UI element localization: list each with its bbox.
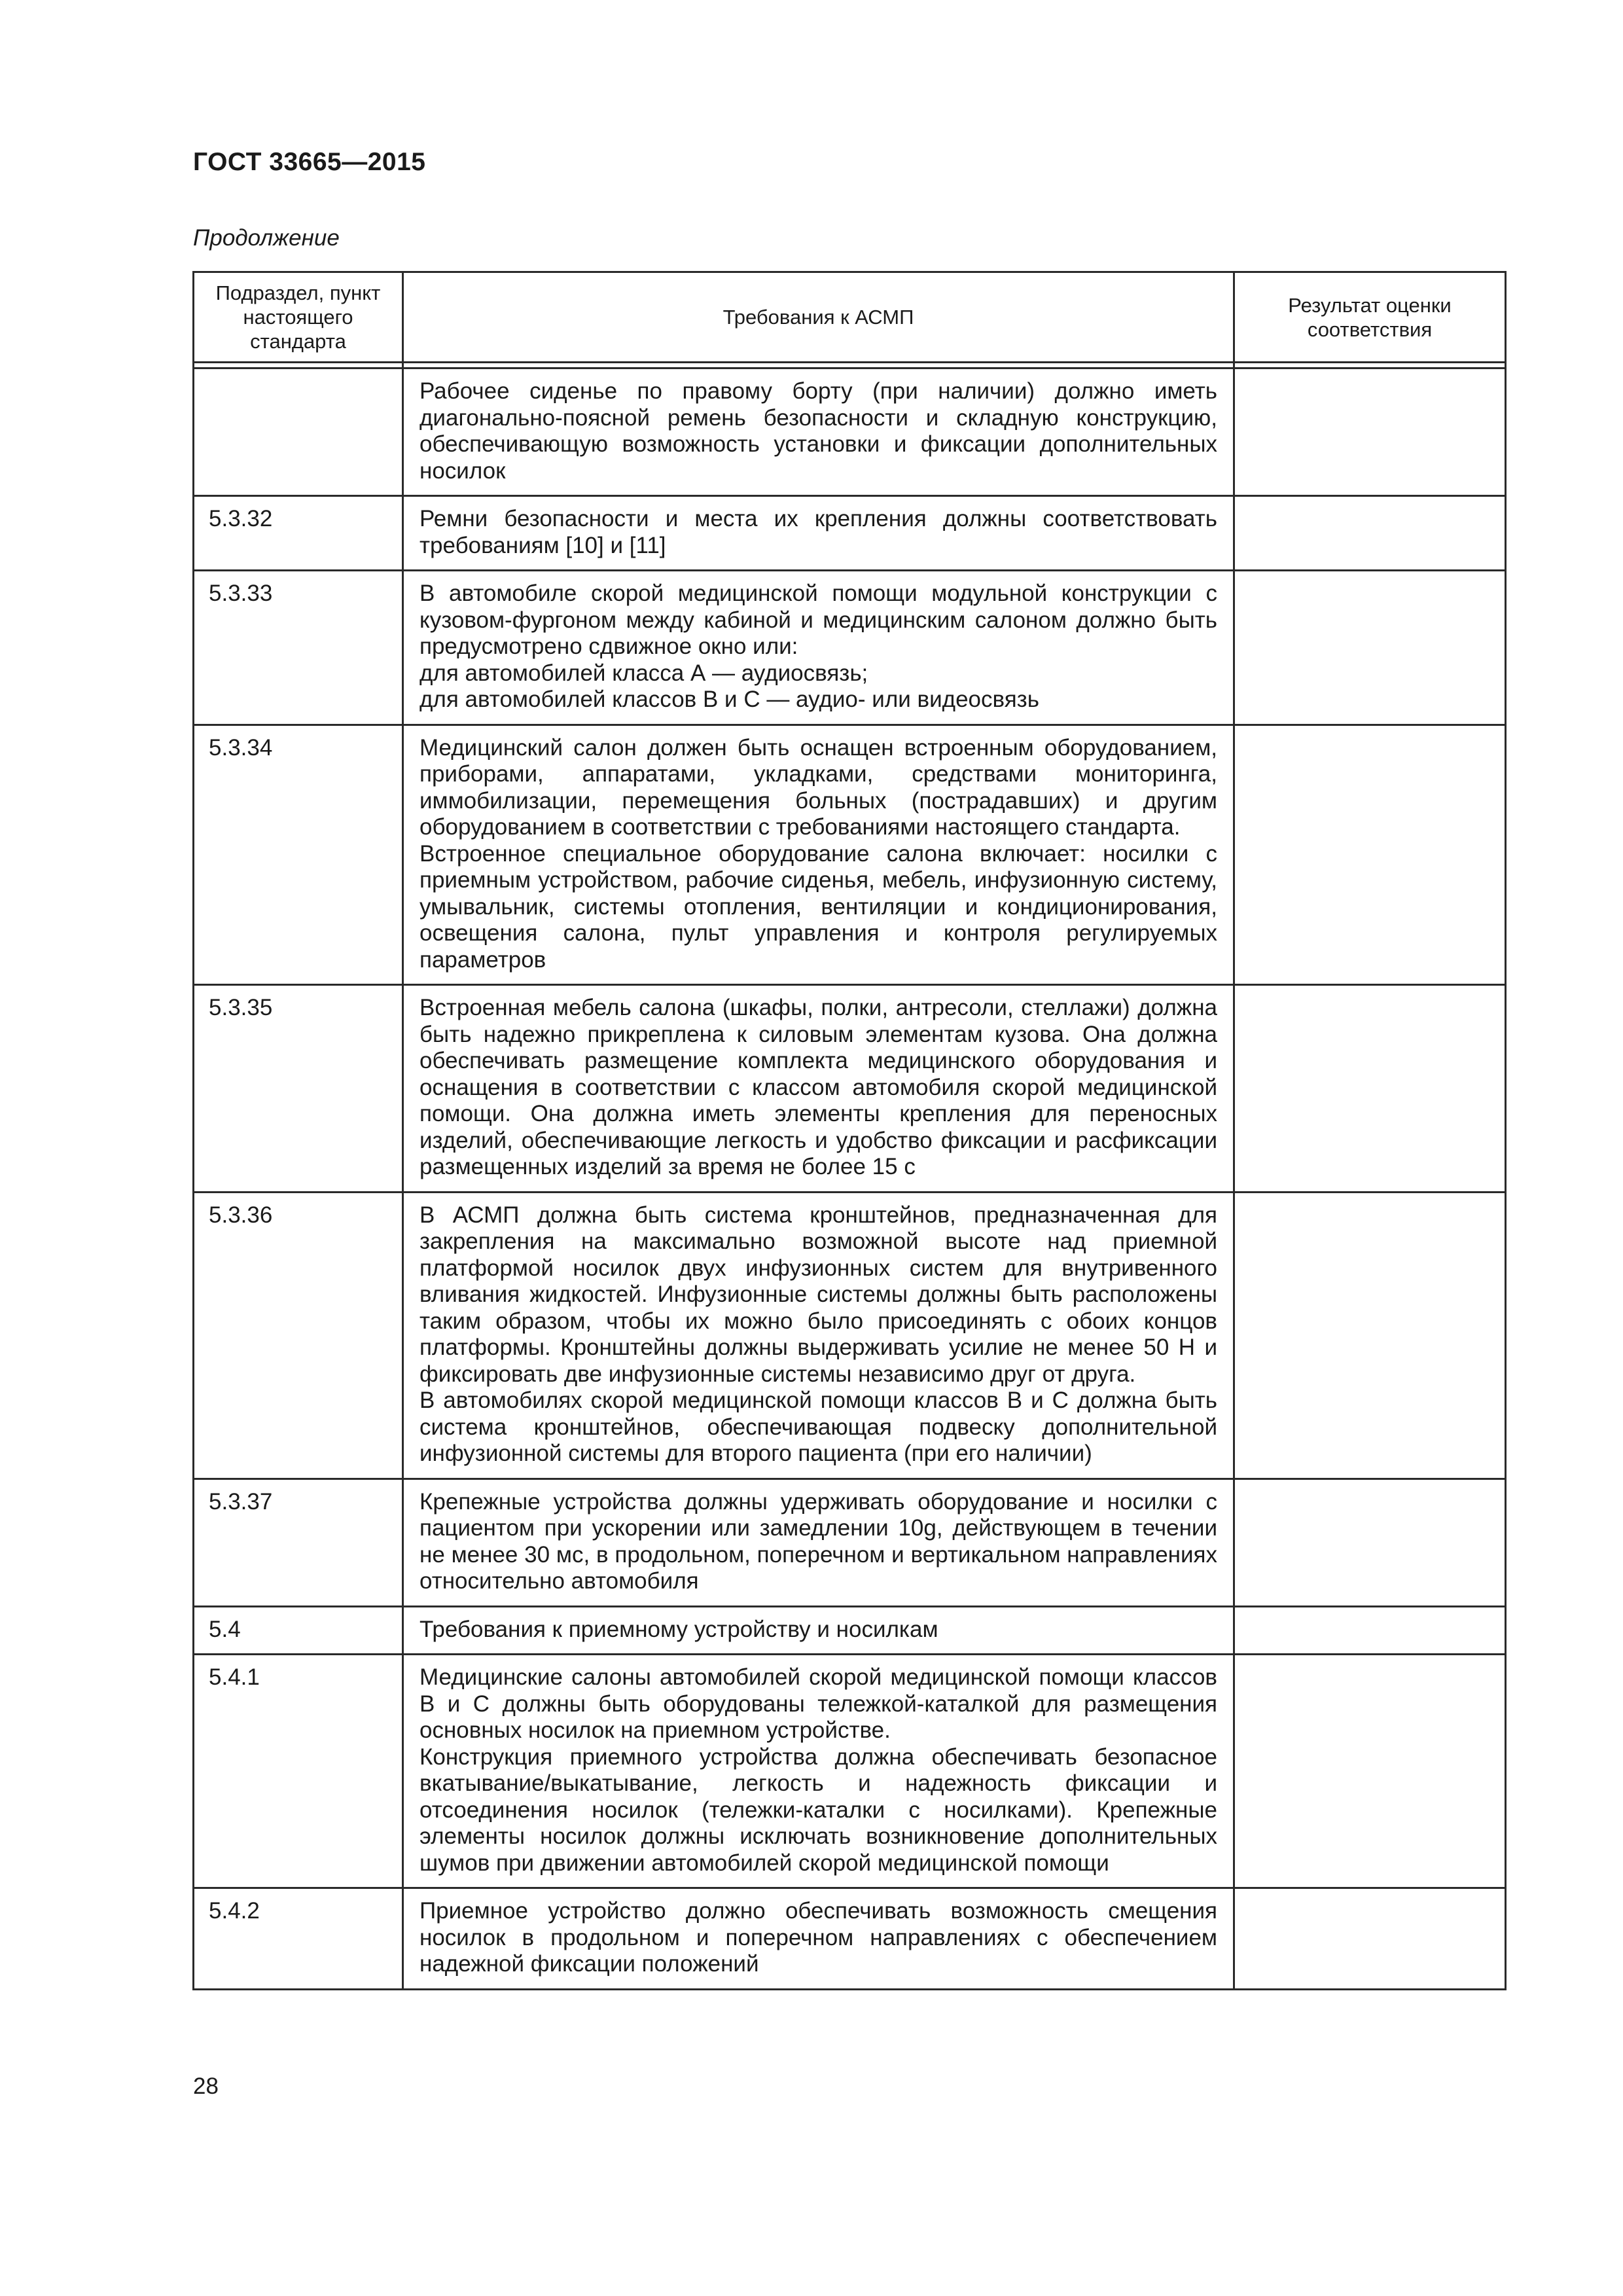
table-body [194,368,1506,1990]
requirement-paragraph: В автомобиле скорой медицинской помощи модульной конструкции с кузовом-фургоном между кабиной и медицинским салоном должно быть предусмотрено сдвижное окно или: [419,581,1217,659]
requirement-text [403,1655,1234,1888]
clause-number: 5.4 [194,1606,403,1655]
table-row [194,1192,1506,1479]
requirement-text [403,368,1234,496]
assessment-result-cell [1234,1655,1506,1888]
table-row [194,1479,1506,1606]
continuation-label: Продолжение [193,225,340,251]
requirement-paragraph: Медицинские салоны автомобилей скорой медицинской помощи классов В и С должны быть оборудованы тележкой-каталкой для размещения основных носилок на приемном устройстве. [419,1664,1217,1743]
table-row [194,496,1506,571]
requirement-text [403,1888,1234,1990]
column-header-clause: Подраздел, пункт настоящего стандарта [194,272,403,363]
requirement-text [403,985,1234,1193]
page-number: 28 [193,2073,219,2099]
table-row [194,1606,1506,1655]
requirement-paragraph: Конструкция приемного устройства должна обеспечивать безопасное вкатывание/выкатывание, легкость и надежность фиксации и отсоединения носилок (тележки-каталки с носилками). Крепежные элементы носилок должны исключать возникновение дополнительных шумов при движении автомобилей скорой медицинской помощи [419,1744,1217,1876]
standard-title: ГОСТ 33665—2015 [193,148,426,176]
requirement-text [403,1192,1234,1479]
clause-number: 5.3.37 [194,1479,403,1606]
requirement-paragraph: Ремни безопасности и места их крепления должны соответствовать требованиям [10] и [11] [419,506,1217,558]
header-separator [194,363,1506,368]
clause-number: 5.4.2 [194,1888,403,1990]
requirement-text [403,725,1234,985]
assessment-result-cell [1234,1192,1506,1479]
table-row [194,725,1506,985]
clause-number: 5.3.36 [194,1192,403,1479]
requirement-paragraph: Встроенное специальное оборудование салона включает: носилки с приемным устройством, рабочие сиденья, мебель, инфузионную систему, умывальник, системы отопления, вентиляции и кондиционирования, освещения салона, пульт управления и контроля регулируемых параметров [419,840,1217,973]
requirement-paragraph: для автомобилей класса А — аудиосвязь; [419,660,868,686]
requirement-text [403,571,1234,725]
requirement-paragraph: Медицинский салон должен быть оснащен встроенным оборудованием, приборами, аппаратами, укладками, средствами мониторинга, иммобилизации, перемещения больных (пострадавших) и другим оборудованием в соответствии с требованиями настоящего стандарта. [419,734,1217,840]
requirement-text [403,1479,1234,1606]
requirement-paragraph: для автомобилей классов В и С — аудио- или видеосвязь [419,687,1039,712]
clause-number [194,368,403,496]
clause-number: 5.3.34 [194,725,403,985]
table-header-row [194,272,1506,363]
clause-number: 5.3.32 [194,496,403,571]
clause-number: 5.4.1 [194,1655,403,1888]
clause-number: 5.3.35 [194,985,403,1193]
requirement-paragraph: В автомобилях скорой медицинской помощи классов В и С должна быть система кронштейнов, обеспечивающая подвеску дополнительной инфузионной системы для второго пациента (при его наличии) [419,1388,1217,1466]
requirements-table [192,271,1507,1990]
requirement-paragraph: Встроенная мебель салона (шкафы, полки, антресоли, стеллажи) должна быть надежно прикреплена к силовым элементам кузова. Она должна обеспечивать размещение комплекта медицинского оборудования и оснащения в соответствии с классом автомобиля скорой медицинской помощи. Она должна иметь элементы крепления для переносных изделий, обеспечивающие легкость и удобство фиксации и расфиксации размещенных изделий за время не более 15 с [419,995,1217,1179]
table-row [194,368,1506,496]
requirement-paragraph: Рабочее сиденье по правому борту (при наличии) должно иметь диагонально-поясной ремень безопасности и складную конструкцию, обеспечивающую возможность установки и фиксации дополнительных носилок [419,378,1217,484]
column-header-requirements: Требования к АСМП [403,272,1234,363]
assessment-result-cell [1234,725,1506,985]
table-row [194,985,1506,1193]
assessment-result-cell [1234,1479,1506,1606]
requirement-paragraph: Требования к приемному устройству и носилкам [419,1616,938,1642]
assessment-result-cell [1234,496,1506,571]
assessment-result-cell [1234,368,1506,496]
table-row [194,1888,1506,1990]
table-row [194,1655,1506,1888]
clause-number: 5.3.33 [194,571,403,725]
table-row [194,571,1506,725]
assessment-result-cell [1234,571,1506,725]
requirement-text [403,1606,1234,1655]
column-header-result: Результат оценки соответствия [1234,272,1506,363]
requirement-paragraph: Крепежные устройства должны удерживать оборудование и носилки с пациентом при ускорении или замедлении 10g, действующем в течении не менее 30 мс, в продольном, поперечном и вертикальном направлениях относительно автомобиля [419,1488,1217,1594]
requirement-paragraph: Приемное устройство должно обеспечивать возможность смещения носилок в продольном и поперечном направлениях с обеспечением надежной фиксации положений [419,1898,1217,1977]
assessment-result-cell [1234,1606,1506,1655]
requirement-text [403,496,1234,571]
assessment-result-cell [1234,985,1506,1193]
assessment-result-cell [1234,1888,1506,1990]
requirement-paragraph: В АСМП должна быть система кронштейнов, предназначенная для закрепления на максимально возможной высоте над приемной платформой носилок двух инфузионных систем для внутривенного вливания жидкостей. Инфузионные системы должны быть расположены таким образом, чтобы их можно было присоединять с обоих концов платформы. Кронштейны должны выдерживать усилие не менее 50 Н и фиксировать две инфузионные системы независимо друг от друга. [419,1202,1217,1387]
